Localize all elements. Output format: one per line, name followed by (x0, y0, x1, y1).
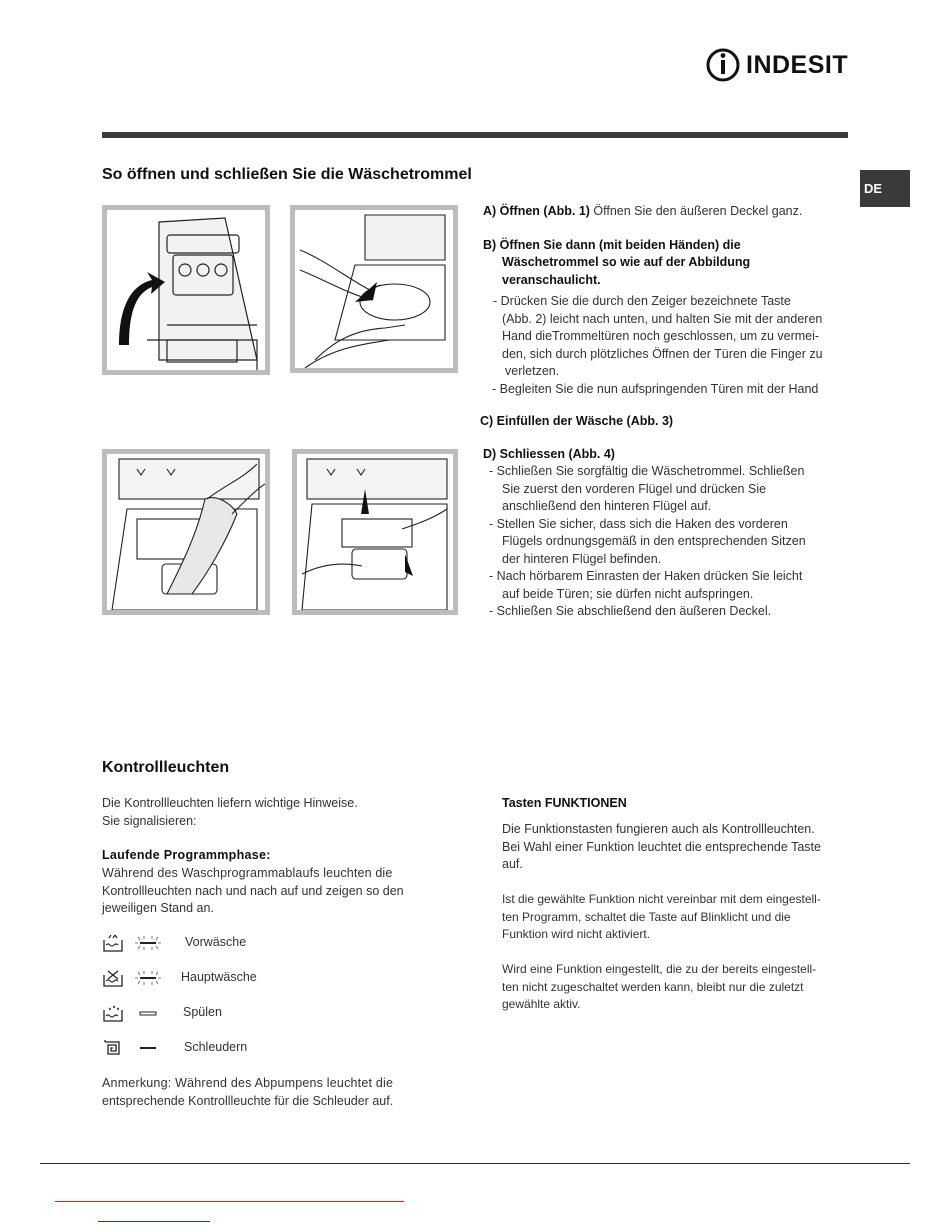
step-c-heading: C) Einfüllen der Wäsche (Abb. 3) (480, 414, 674, 428)
mainwash-icon (102, 967, 124, 989)
figure-2-press-button (290, 205, 458, 373)
legend-label-mainwash: Hauptwäsche (181, 970, 257, 984)
blinking-lamp-icon (134, 969, 162, 987)
intro-line-2: Sie signalisieren: (102, 813, 197, 828)
phase-line-1: Während des Waschprogrammablaufs leuchten die (102, 866, 393, 880)
step-d-line-5: Flügels ordnungsgemäß in den entsprechenden Sitzen (502, 534, 806, 548)
lamp-off-icon (134, 1039, 162, 1057)
spin-icon (102, 1037, 124, 1059)
indesit-logo (706, 46, 856, 84)
step-b-line-5: verletzen. (505, 364, 560, 378)
lid-opening-illustration (107, 210, 265, 370)
figure-4-close-drum (292, 449, 458, 615)
step-a-text: Öffnen Sie den äußeren Deckel ganz. (589, 204, 803, 218)
functions-p3-line-2: ten nicht zugeschaltet werden kann, bleibt nur die zuletzt (502, 979, 804, 994)
functions-p2-line-2: ten Programm, schaltet die Taste auf Blinklicht und die (502, 909, 791, 924)
step-d-line-1: - Schließen Sie sorgfältig die Wäschetrommel. Schließen (489, 464, 805, 478)
functions-p3-line-1: Wird eine Funktion eingestellt, die zu der bereits eingestell- (502, 962, 817, 976)
functions-paragraph-2 (502, 891, 852, 944)
phase-heading: Laufende Programmphase: (102, 848, 271, 862)
footer-red-rule (55, 1201, 404, 1202)
step-b-line-1: - Drücken Sie die durch den Zeiger bezeichnete Taste (493, 294, 791, 308)
step-d-heading: D) Schliessen (Abb. 4) (483, 446, 615, 461)
functions-p2-line-1: Ist die gewählte Funktion nicht vereinbar mit dem eingestell- (502, 892, 821, 906)
step-d-line-8: auf beide Türen; sie dürfen nicht aufspringen. (502, 586, 754, 601)
section-title-drum: So öffnen und schließen Sie die Wäschetrommel (102, 166, 472, 183)
legend-row-mainwash (102, 967, 402, 989)
laundry-loading-illustration (107, 454, 265, 610)
footer-divider (40, 1163, 910, 1164)
legend-row-prewash (102, 932, 402, 954)
step-d-line-4: - Stellen Sie sicher, dass sich die Haken des vorderen (489, 516, 788, 531)
drum-closing-illustration (297, 454, 453, 610)
step-b-line-3: Hand dieTrommeltüren noch geschlossen, um zu vermei- (502, 329, 820, 343)
step-d-line-7: - Nach hörbarem Einrasten der Haken drücken Sie leicht (489, 569, 803, 583)
intro-line-1: Die Kontrollleuchten liefern wichtige Hinweise. (102, 796, 358, 810)
drain-note (102, 1075, 442, 1110)
brand-name: INDESIT (746, 51, 849, 79)
step-b-heading-line-2: Wäschetrommel so wie auf der Abbildung (502, 255, 751, 269)
functions-p1-line-1: Die Funktionstasten fungieren auch als Kontrollleuchten. (502, 822, 815, 836)
functions-p2-line-3: Funktion wird nicht aktiviert. (502, 927, 651, 941)
phase-line-2: Kontrollleuchten nach und nach auf und zeigen so den (102, 883, 404, 898)
blinking-lamp-icon (134, 934, 162, 952)
phase-description (102, 865, 442, 918)
step-b-line-6: - Begleiten Sie die nun aufspringenden Türen mit der Hand (492, 381, 819, 396)
legend-row-rinse (102, 1002, 402, 1024)
step-b-line-4: den, sich durch plötzliches Öffnen der Türen die Finger zu (502, 346, 823, 361)
drum-button-illustration (295, 210, 453, 368)
lamp-on-icon (134, 1004, 162, 1022)
functions-paragraph-1 (502, 821, 852, 874)
legend-row-spin (102, 1037, 402, 1059)
rinse-icon (102, 1002, 124, 1024)
drum-steps (480, 203, 848, 621)
step-a-heading: A) Öffnen (Abb. 1) (483, 204, 590, 218)
legend-label-prewash: Vorwäsche (185, 935, 247, 949)
logo-i-icon (706, 46, 744, 84)
figure-3-load-laundry (102, 449, 270, 615)
note-line-2: entsprechende Kontrollleuchte für die Schleuder auf. (102, 1093, 394, 1108)
functions-p1-line-3: auf. (502, 857, 523, 871)
step-b-line-2: (Abb. 2) leicht nach unten, und halten Sie mit der anderen (502, 311, 823, 326)
step-d-line-3: anschließend den hinteren Flügel auf. (502, 499, 712, 513)
note-line-1: Anmerkung: Während des Abpumpens leuchtet die (102, 1076, 394, 1090)
indicators-intro (102, 795, 442, 830)
step-d-line-6: der hinteren Flügel befinden. (502, 551, 662, 566)
top-divider-bar (102, 132, 848, 138)
step-d-line-2: Sie zuerst den vorderen Flügel und drücken Sie (502, 481, 767, 496)
functions-p1-line-2: Bei Wahl einer Funktion leuchtet die entsprechende Taste (502, 839, 821, 854)
step-b-heading-line-1: B) Öffnen Sie dann (mit beiden Händen) die (483, 237, 741, 252)
step-d-line-9: - Schließen Sie abschließend den äußeren Deckel. (489, 604, 772, 618)
footer-blue-rule (98, 1221, 210, 1222)
prewash-icon (102, 932, 124, 954)
legend-label-rinse: Spülen (183, 1005, 222, 1019)
language-tab: DE (860, 170, 910, 207)
functions-p3-line-3: gewählte aktiv. (502, 997, 581, 1011)
figure-1-open-lid (102, 205, 270, 375)
functions-heading: Tasten FUNKTIONEN (502, 796, 627, 810)
section-title-indicators: Kontrollleuchten (102, 759, 230, 776)
step-a (483, 203, 848, 221)
legend-label-spin: Schleudern (184, 1040, 248, 1054)
phase-line-3: jeweiligen Stand an. (102, 901, 214, 915)
step-b-heading-line-3: veranschaulicht. (502, 272, 601, 287)
functions-paragraph-3 (502, 961, 852, 1014)
